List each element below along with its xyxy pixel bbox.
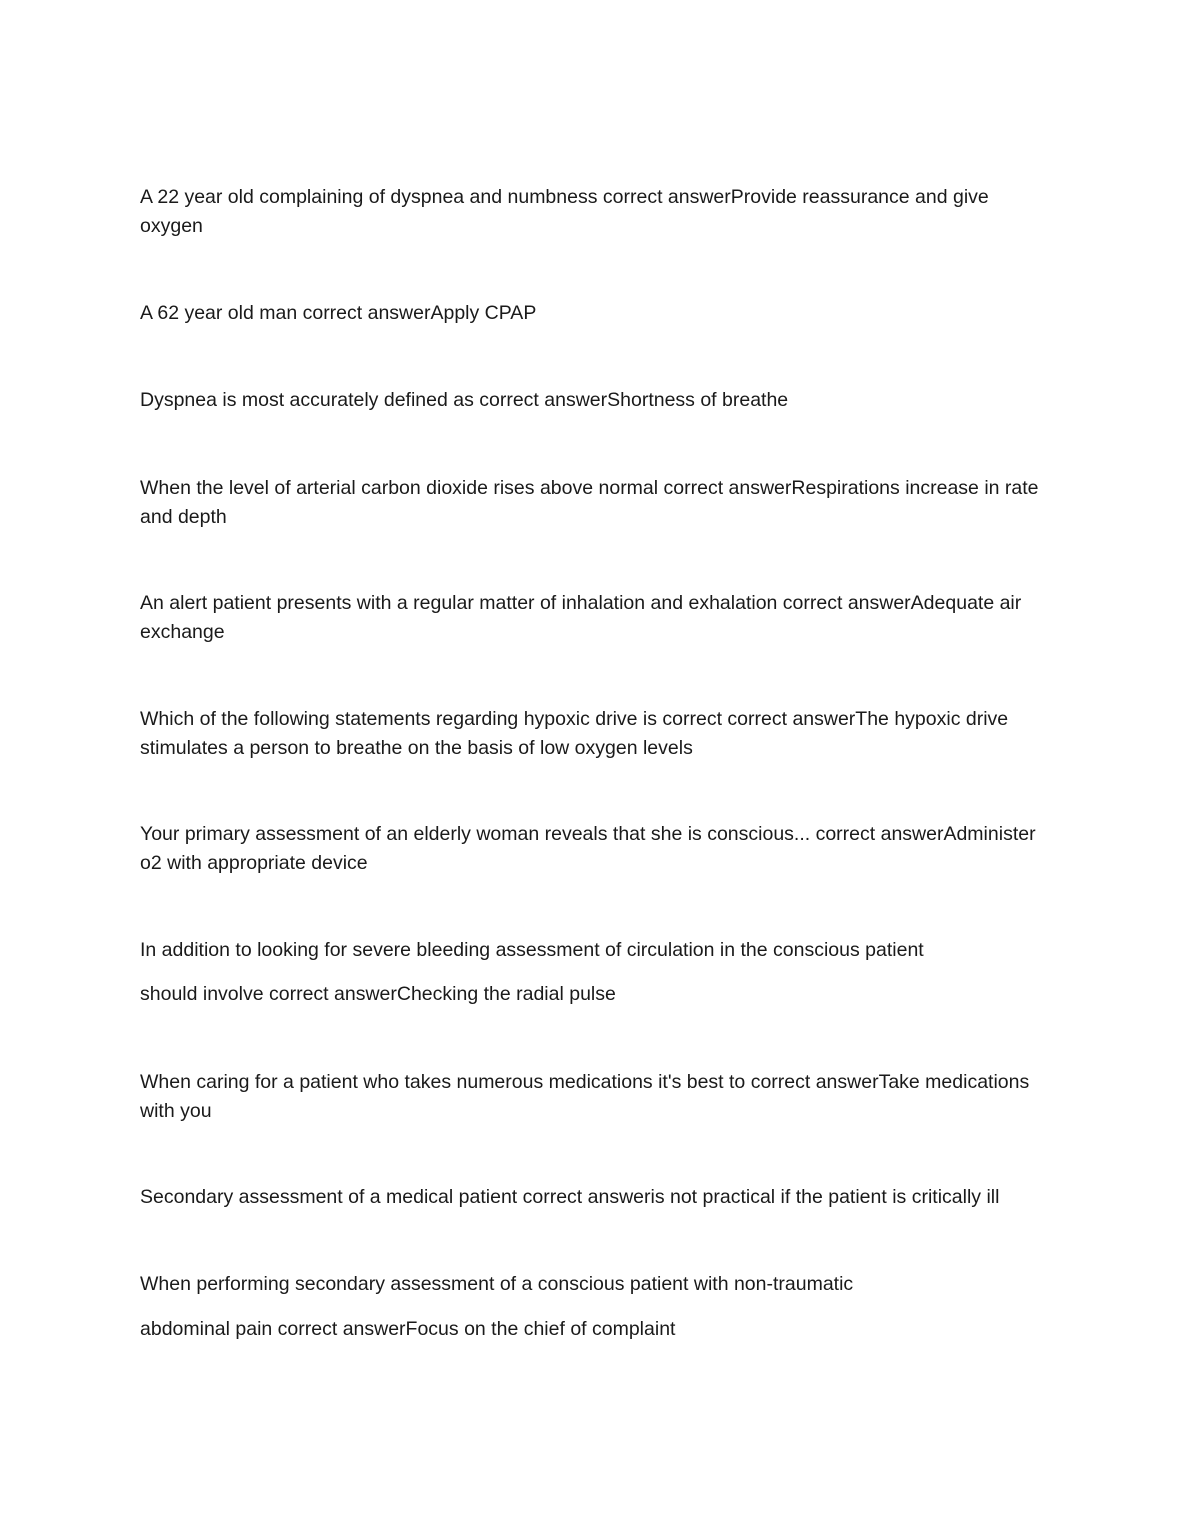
qa-entry-5 (140, 589, 1050, 646)
entry-line: When performing secondary assessment of a conscious patient with non-traumatic (140, 1273, 854, 1295)
entry-line: Dyspnea is most accurately defined as correct answerShortness of breathe (140, 389, 789, 411)
qa-entry-2 (140, 299, 1050, 328)
qa-entry-7 (140, 820, 1050, 877)
entry-line: with you (140, 1099, 212, 1122)
entry-line: A 62 year old man correct answerApply CPAP (140, 302, 537, 324)
entry-line: Which of the following statements regarding hypoxic drive is correct correct answerThe hypoxic drive (140, 708, 1009, 730)
entry-line: When the level of arterial carbon dioxide rises above normal correct answerRespirations increase in rate (140, 477, 1039, 499)
qa-entry-11b (140, 1315, 1050, 1344)
qa-entry-1 (140, 183, 1050, 240)
qa-entry-10 (140, 1183, 1050, 1212)
qa-entry-8b (140, 980, 1050, 1009)
entry-line: exchange (140, 620, 225, 643)
entry-line: o2 with appropriate device (140, 851, 368, 874)
entry-line: In addition to looking for severe bleeding assessment of circulation in the conscious patient (140, 939, 924, 961)
qa-entry-9 (140, 1068, 1050, 1125)
qa-entry-8a (140, 936, 1050, 965)
entry-line: and depth (140, 505, 227, 528)
qa-entry-3 (140, 386, 1050, 415)
entry-line: abdominal pain correct answerFocus on the chief of complaint (140, 1318, 676, 1340)
entry-line: oxygen (140, 214, 203, 237)
entry-line: An alert patient presents with a regular matter of inhalation and exhalation correct answerAdequate air (140, 592, 1022, 614)
qa-entry-11a (140, 1270, 1050, 1299)
entry-line: Your primary assessment of an elderly woman reveals that she is conscious... correct answerAdminister (140, 823, 1036, 845)
qa-entry-6 (140, 705, 1050, 762)
entry-line: stimulates a person to breathe on the basis of low oxygen levels (140, 736, 693, 759)
entry-line: Secondary assessment of a medical patient correct answeris not practical if the patient is critically ill (140, 1186, 1000, 1208)
entry-line: When caring for a patient who takes numerous medications it's best to correct answerTake medications (140, 1071, 1030, 1093)
qa-entry-4 (140, 474, 1050, 531)
entry-line: should involve correct answerChecking the radial pulse (140, 983, 616, 1005)
entry-line: A 22 year old complaining of dyspnea and numbness correct answerProvide reassurance and give (140, 186, 989, 208)
